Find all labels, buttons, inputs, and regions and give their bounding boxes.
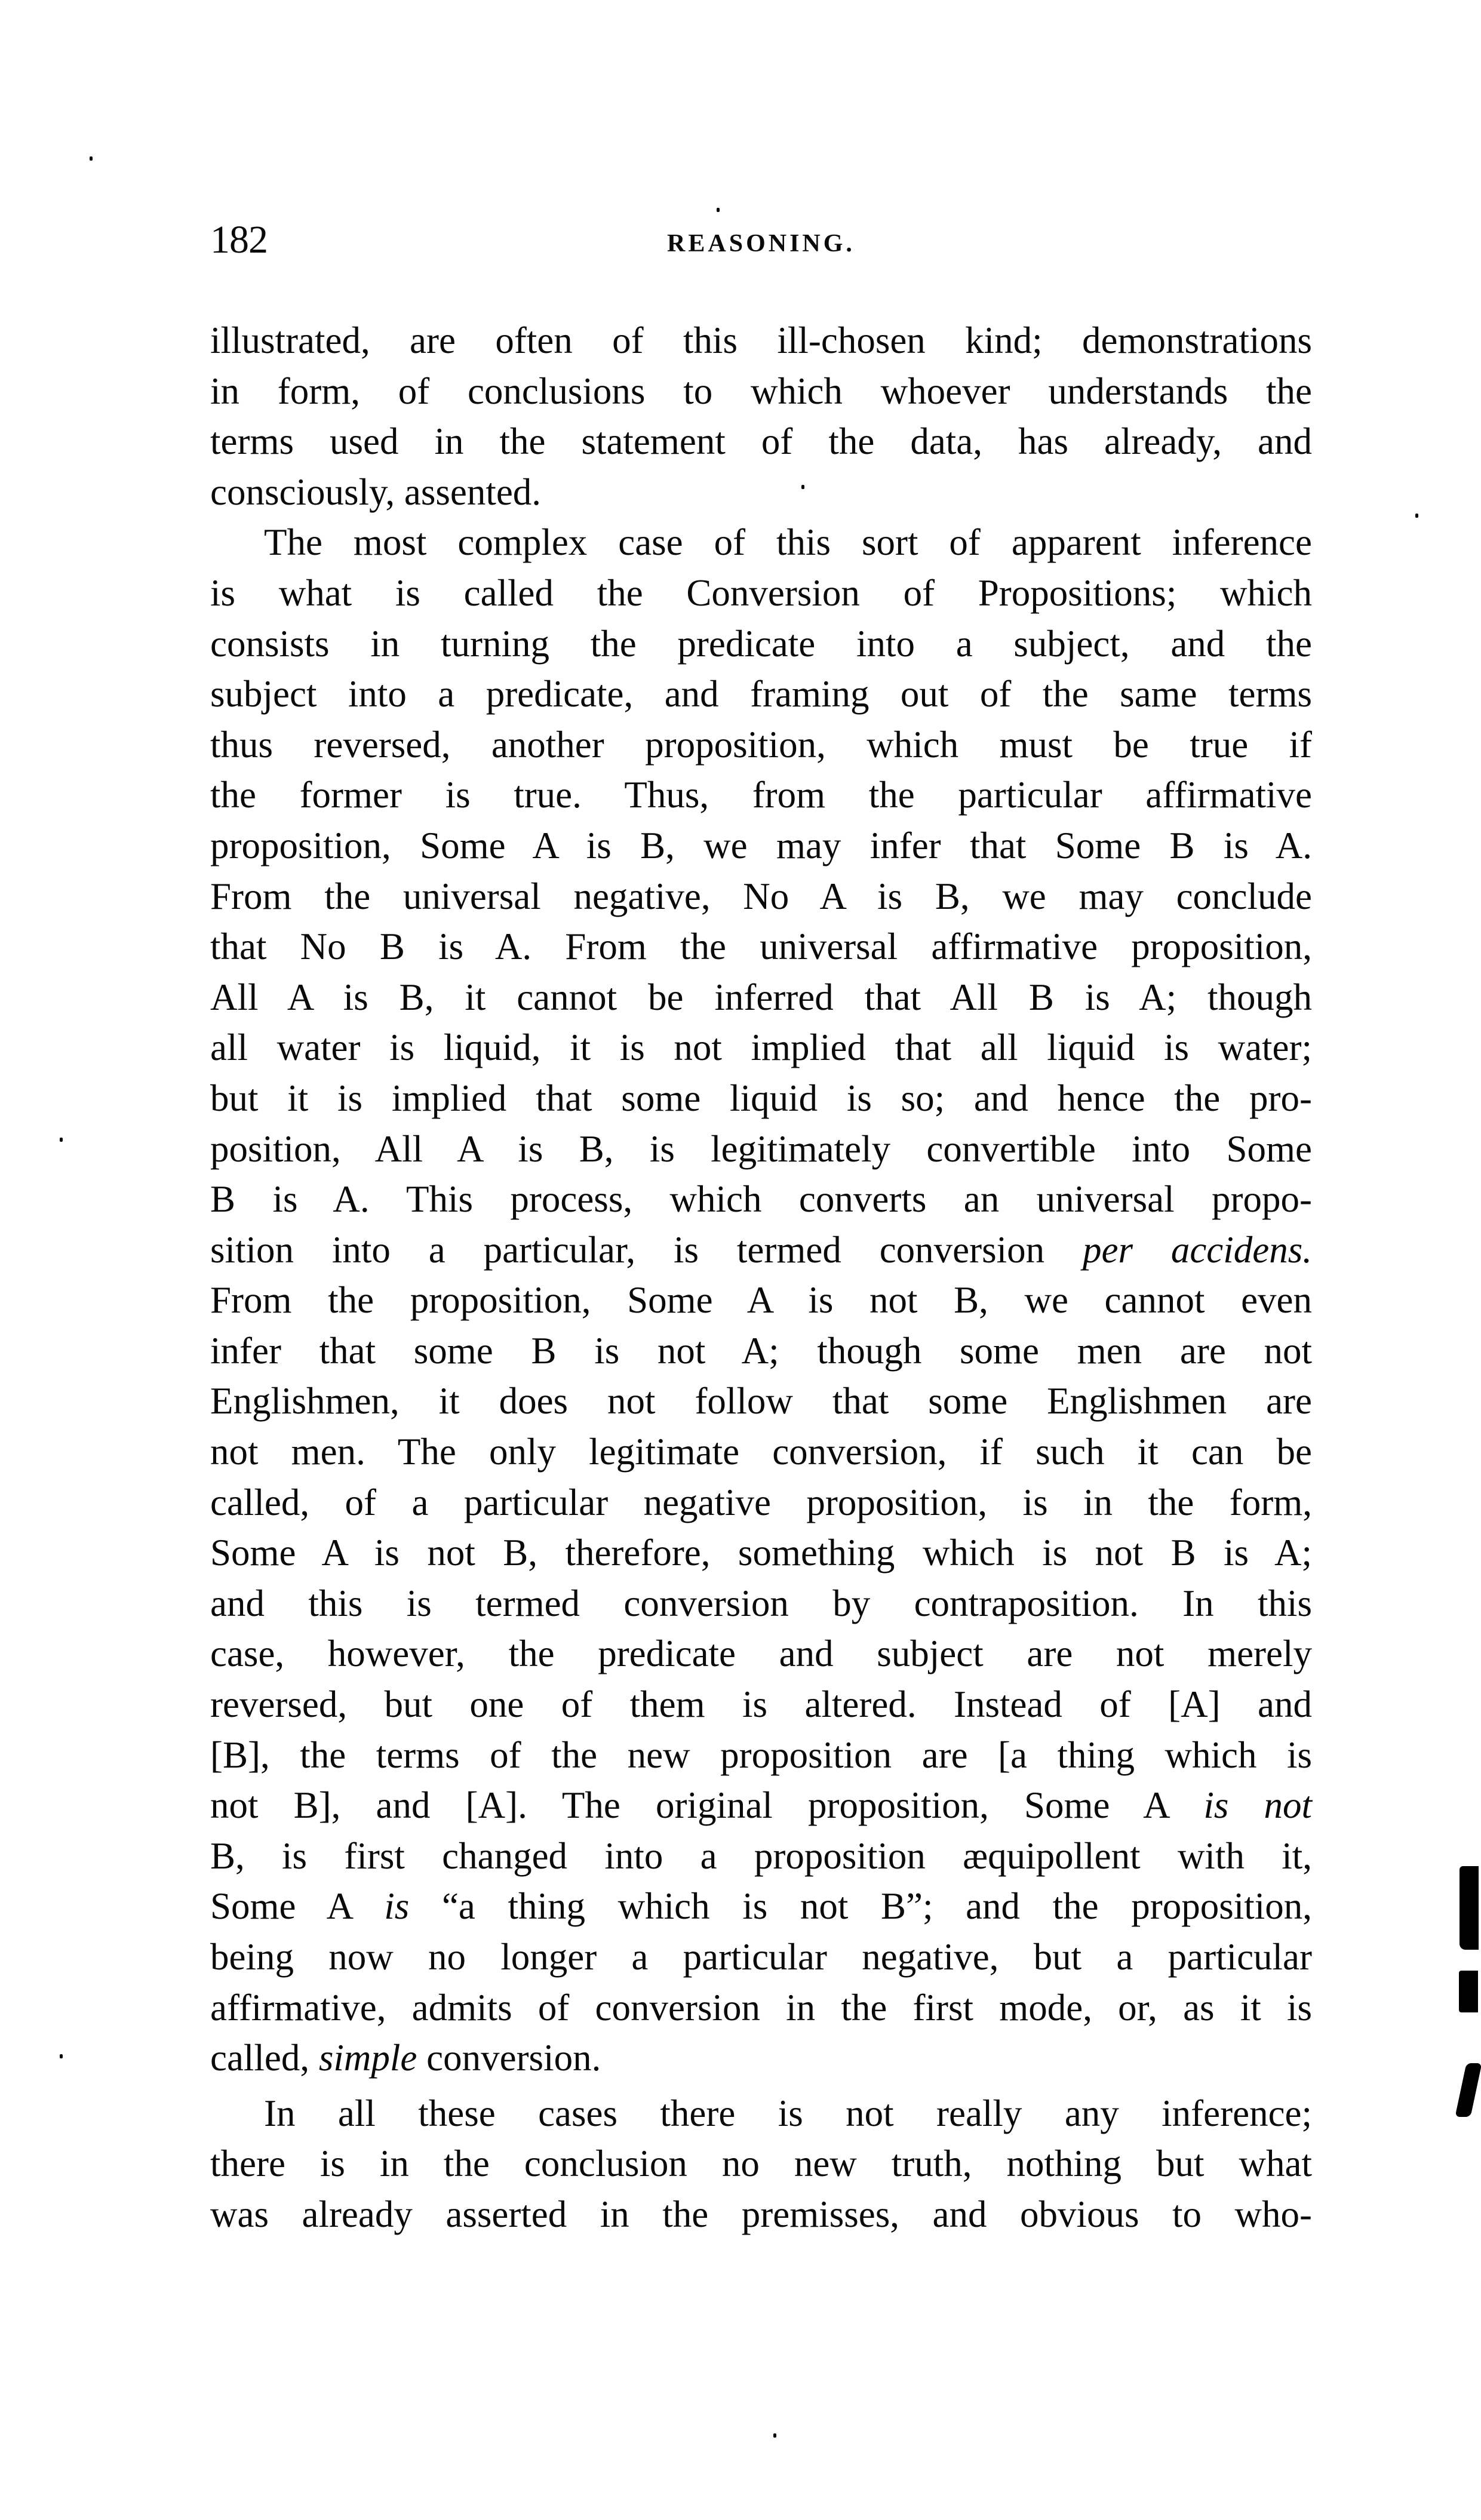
text-line: From the proposition, Some A is not B, we cannot even bbox=[210, 1279, 1312, 1322]
text-line: that No B is A. From the universal affirmative proposition, bbox=[210, 926, 1312, 968]
body-text bbox=[210, 315, 1312, 2240]
italic-term: simple bbox=[318, 2037, 417, 2079]
text-line: being now no longer a particular negative, but a particular bbox=[210, 1936, 1312, 1978]
text-line: and this is termed conversion by contraposition. In this bbox=[210, 1582, 1312, 1624]
text-line: All A is B, it cannot be inferred that All B is A; though bbox=[210, 976, 1312, 1018]
text-line: B, is first changed into a proposition æquipollent with it, bbox=[210, 1834, 1312, 1877]
text-run: conversion. bbox=[417, 2037, 601, 2079]
text-line: B is A. This process, which converts an universal propo- bbox=[210, 1178, 1312, 1221]
text-line: there is in the conclusion no new truth, nothing but what bbox=[210, 2143, 1312, 2185]
scan-speck bbox=[773, 2433, 776, 2438]
text-line: case, however, the predicate and subject are not merely bbox=[210, 1633, 1312, 1675]
text-line bbox=[210, 2033, 1312, 2083]
text-line: Englishmen, it does not follow that some Englishmen are bbox=[210, 1380, 1312, 1422]
text-line: illustrated, are often of this ill-chosen kind; demonstrations bbox=[210, 319, 1312, 361]
text-line: infer that some B is not A; though some men are not bbox=[210, 1329, 1312, 1372]
text-run: “a thing which is not B”; and the proposition, bbox=[409, 1885, 1312, 1928]
text-line: terms used in the statement of the data, has already, and bbox=[210, 420, 1312, 463]
text-line bbox=[210, 1780, 1312, 1831]
scan-speck bbox=[1415, 514, 1418, 518]
text-line: position, All A is B, is legitimately convertible into Some bbox=[210, 1127, 1312, 1170]
scan-margin-artifact bbox=[1459, 1971, 1478, 2012]
scan-margin-artifact bbox=[1460, 1866, 1479, 1950]
text-line bbox=[210, 1225, 1312, 1276]
text-run: called, bbox=[210, 2037, 319, 2079]
text-line: reversed, but one of them is altered. Instead of [A] and bbox=[210, 1683, 1312, 1726]
text-line: is what is called the Conversion of Propositions; which bbox=[210, 571, 1312, 614]
italic-term: is not bbox=[1203, 1784, 1312, 1827]
text-line: Some A is not B, therefore, something which is not B is A; bbox=[210, 1532, 1312, 1574]
paragraph-first-line: In all these cases there is not really any inference; bbox=[264, 2092, 1312, 2134]
scan-speck bbox=[717, 208, 720, 212]
text-line: the former is true. Thus, from the particular affirmative bbox=[210, 774, 1312, 816]
scan-margin-artifact bbox=[1455, 2063, 1481, 2117]
scan-speck bbox=[60, 2054, 63, 2058]
running-title: REASONING. bbox=[667, 230, 855, 257]
text-line: [B], the terms of the new proposition are [a thing which is bbox=[210, 1734, 1312, 1776]
text-run: Some A bbox=[210, 1885, 385, 1928]
italic-term: is bbox=[384, 1885, 410, 1928]
text-line: affirmative, admits of conversion in the first mode, or, as it is bbox=[210, 1986, 1312, 2029]
text-line: in form, of conclusions to which whoever understands the bbox=[210, 370, 1312, 412]
italic-term: per accidens. bbox=[1083, 1228, 1313, 1271]
running-head bbox=[210, 216, 1312, 264]
text-line: but it is implied that some liquid is so; and hence the pro- bbox=[210, 1077, 1312, 1119]
text-run: sition into a particular, is termed conversion bbox=[210, 1228, 1083, 1271]
text-line: called, of a particular negative proposition, is in the form, bbox=[210, 1481, 1312, 1523]
text-line: consists in turning the predicate into a subject, and the bbox=[210, 622, 1312, 665]
scan-speck bbox=[60, 1138, 63, 1142]
text-line: not men. The only legitimate conversion, if such it can be bbox=[210, 1431, 1312, 1473]
text-line: subject into a predicate, and framing out of the same terms bbox=[210, 673, 1312, 715]
scan-speck bbox=[90, 156, 93, 161]
text-line: proposition, Some A is B, we may infer that Some B is A. bbox=[210, 824, 1312, 866]
paragraph-first-line: The most complex case of this sort of apparent inference bbox=[264, 521, 1312, 564]
text-line: From the universal negative, No A is B, we may conclude bbox=[210, 875, 1312, 917]
text-line: thus reversed, another proposition, which must be true if bbox=[210, 723, 1312, 766]
text-line: all water is liquid, it is not implied that all liquid is water; bbox=[210, 1027, 1312, 1069]
text-line bbox=[210, 1881, 1312, 1932]
text-run: not B], and [A]. The original proposition, Some A bbox=[210, 1784, 1204, 1827]
text-line: was already asserted in the premisses, and obvious to who- bbox=[210, 2193, 1312, 2235]
text-line: consciously, assented. bbox=[210, 471, 542, 513]
page-number: 182 bbox=[210, 218, 268, 262]
